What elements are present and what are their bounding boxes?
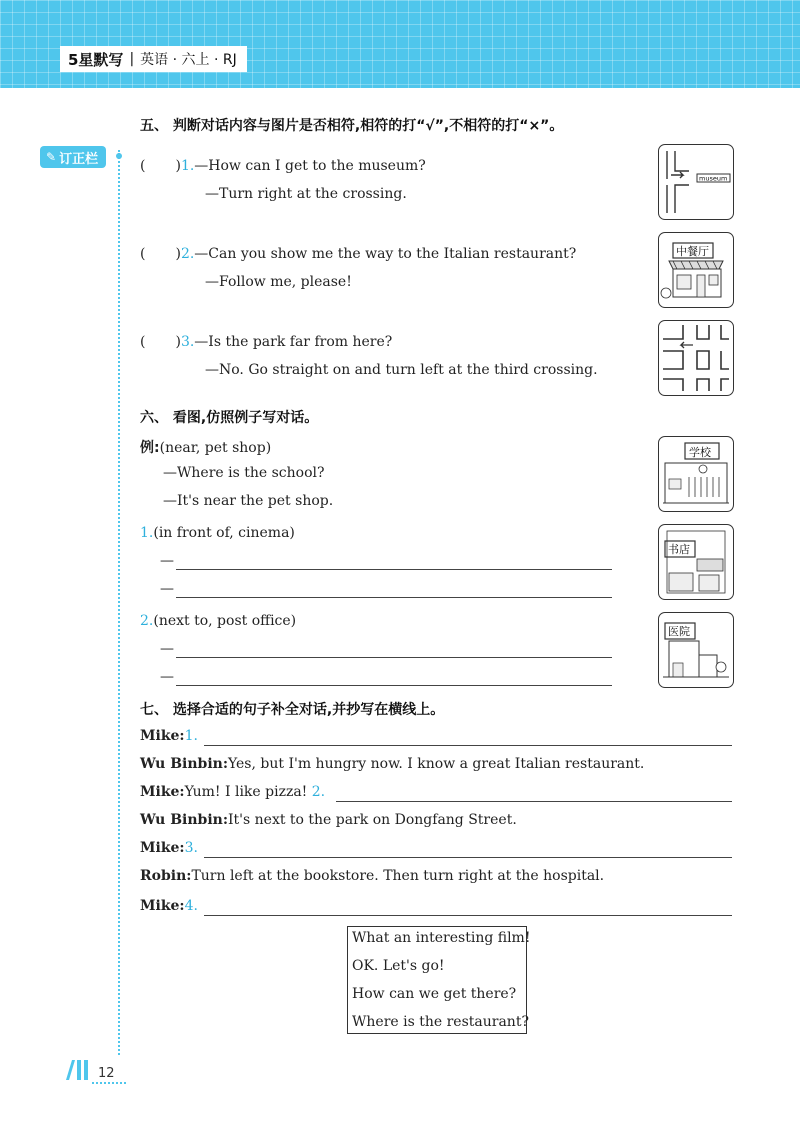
option-2: OK. Let's go! <box>352 958 445 974</box>
option-3: How can we get there? <box>352 986 517 1002</box>
example-label: 例: <box>140 440 160 456</box>
speaker: Wu Binbin: <box>140 812 228 828</box>
speaker: Robin: <box>140 868 192 884</box>
page-underline <box>92 1082 126 1084</box>
speaker: Mike: <box>140 840 185 856</box>
speaker: Wu Binbin: <box>140 756 228 772</box>
s6-item2-answer-line-b[interactable] <box>176 685 612 686</box>
hospital-sign-text: 医院 <box>668 625 690 638</box>
bookstore-picture <box>658 524 734 600</box>
s7-line5 <box>140 840 198 856</box>
header-band <box>0 0 800 88</box>
s7-blank2-line[interactable] <box>336 801 732 802</box>
blank-number: 1. <box>184 728 198 744</box>
speaker: Mike: <box>140 898 185 914</box>
s7-blank4-line[interactable] <box>204 915 732 916</box>
speaker: Mike: <box>140 728 185 744</box>
s5-item1-answer: —Turn right at the crossing. <box>205 186 407 202</box>
speaker: Mike: <box>140 784 185 800</box>
museum-map-picture <box>658 144 734 220</box>
option-4: Where is the restaurant? <box>352 1014 529 1030</box>
museum-sign-text: museum <box>699 174 728 183</box>
school-picture <box>658 436 734 512</box>
s7-line1 <box>140 728 198 744</box>
s6-item2-cue: 2.(next to, post office) <box>140 613 297 629</box>
crossroads-map-picture <box>658 320 734 396</box>
correction-tag-label: 订正栏 <box>59 151 99 167</box>
brand-title: 5星默写 <box>68 50 124 69</box>
s6-item1-answer-line-a[interactable] <box>176 569 612 570</box>
section7-title: 七、 选择合适的句子补全对话,并抄写在横线上。 <box>140 702 445 718</box>
blank-number: 4. <box>184 898 198 914</box>
s5-item2-question: ( )2.—Can you show me the way to the Italian restaurant? <box>140 246 577 262</box>
s6-item1-cue: 1.(in front of, cinema) <box>140 525 295 541</box>
s5-item2-answer: —Follow me, please! <box>205 274 352 290</box>
s6-item1-dash-b: — <box>160 581 174 597</box>
s5-item3-number: 3. <box>180 334 195 350</box>
correction-column-tag <box>40 146 106 168</box>
s7-line6: Robin:Turn left at the bookstore. Then turn right at the hospital. <box>140 868 605 884</box>
s6-item1-answer-line-b[interactable] <box>176 597 612 598</box>
s7-blank3-line[interactable] <box>204 857 732 858</box>
blank-number: 3. <box>184 840 198 856</box>
s7-blank1-line[interactable] <box>204 745 732 746</box>
s6-item1-number: 1. <box>140 525 154 541</box>
pencil-icon: ✎ <box>46 150 57 164</box>
school-sign-text: 学校 <box>689 446 711 459</box>
page-number: 12 <box>98 1066 115 1081</box>
brand-subject: 英语 · 六上 · RJ <box>140 52 237 68</box>
brand-label <box>60 46 247 72</box>
blank-number: 2. <box>311 784 326 800</box>
s6-example-question: —Where is the school? <box>163 465 325 481</box>
s5-item3-answer: —No. Go straight on and turn left at the third crossing. <box>205 362 598 378</box>
bookstore-sign-text: 书店 <box>668 543 690 556</box>
hospital-picture <box>658 612 734 688</box>
books-icon <box>64 1056 92 1086</box>
section6-title: 六、 看图,仿照例子写对话。 <box>140 410 319 426</box>
restaurant-sign-text: 中餐厅 <box>676 245 709 258</box>
s6-item2-dash-b: — <box>160 669 174 685</box>
margin-dotted-line <box>118 150 120 1055</box>
s6-example-cue: 例:(near, pet shop) <box>140 440 272 456</box>
s7-line4: Wu Binbin:It's next to the park on Dongfang Street. <box>140 812 517 828</box>
s5-item3-question: ( )3.—Is the park far from here? <box>140 334 393 350</box>
s7-line3: Mike:Yum! I like pizza! 2. <box>140 784 326 800</box>
options-box <box>347 926 531 1034</box>
section5-title: 五、 判断对话内容与图片是否相符,相符的打“√”,不相符的打“×”。 <box>140 118 564 134</box>
s6-item1-dash-a: — <box>160 553 174 569</box>
s7-line2: Wu Binbin:Yes, but I'm hungry now. I know a great Italian restaurant. <box>140 756 645 772</box>
option-1: What an interesting film! <box>352 930 531 946</box>
s6-example-answer: —It's near the pet shop. <box>163 493 334 509</box>
chinese-restaurant-picture <box>658 232 734 308</box>
s6-item2-dash-a: — <box>160 641 174 657</box>
s5-item2-number: 2. <box>180 246 195 262</box>
s5-item1-number: 1. <box>180 158 195 174</box>
brand-separator: | <box>129 51 135 67</box>
s7-line7 <box>140 898 198 914</box>
s6-item2-answer-line-a[interactable] <box>176 657 612 658</box>
s5-item1-question: ( )1.—How can I get to the museum? <box>140 158 426 174</box>
s6-item2-number: 2. <box>140 613 154 629</box>
